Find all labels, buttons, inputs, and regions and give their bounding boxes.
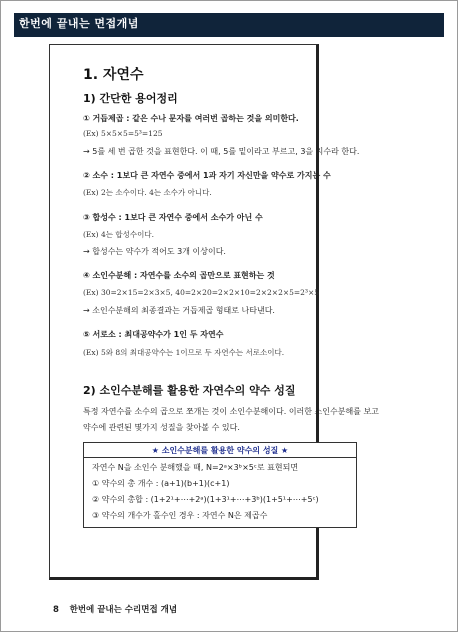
item-3-note: → 합성수는 약수가 적어도 3개 이상이다. (83, 247, 226, 256)
item-4-text: ④ 소인수분해 : 자연수를 소수의 곱만으로 표현하는 것 (83, 271, 275, 280)
subsection-2-title: 2) 소인수분해를 활용한 자연수의 약수 성질 (83, 384, 296, 397)
item-4-note: → 소인수분해의 최종결과는 거듭제곱 형태로 나타낸다. (83, 306, 275, 315)
item-3-definition (83, 212, 263, 223)
paragraph-line-1: 특정 자연수를 소수의 곱으로 쪼개는 것이 소인수분해이다. 이러한 소인수분해를 보고 (83, 407, 379, 416)
item-1-example: (Ex) 5×5×5=5³=125 (83, 129, 163, 138)
page-number: 8 (53, 605, 59, 615)
property-box-line-2: ① 약수의 총 개수 : (a+1)(b+1)(c+1) (92, 479, 230, 488)
paragraph-line-2: 약수에 관련된 몇가지 성질을 찾아볼 수 있다. (83, 423, 240, 432)
item-4-example: (Ex) 30=2×15=2×3×5, 40=2×20=2×2×10=2×2×2×5=2³×5 (83, 288, 320, 297)
property-box-title: ★ 소인수분해를 활용한 약수의 성질 ★ (151, 446, 289, 455)
item-4-definition (83, 270, 275, 281)
item-2-text: ② 소수 : 1보다 큰 자연수 중에서 1과 자기 자신만을 약수로 가지는 수 (83, 171, 331, 180)
page-footer (53, 603, 177, 615)
footer-title: 한번에 끝내는 수리면접 개념 (69, 605, 178, 615)
item-1-definition (83, 113, 299, 124)
item-1-note: → 5를 세 번 곱한 것을 표현한다. 이 때, 5를 밑이라고 부르고, 3을 지수라 한다. (83, 147, 360, 156)
item-2-definition (83, 170, 331, 181)
item-3-text: ③ 합성수 : 1보다 큰 자연수 중에서 소수가 아닌 수 (83, 213, 263, 222)
item-2-example: (Ex) 2는 소수이다. 4는 소수가 아니다. (83, 188, 212, 197)
item-5-text: ⑤ 서로소 : 최대공약수가 1인 두 자연수 (83, 330, 224, 339)
item-3-example: (Ex) 4는 합성수이다. (83, 230, 154, 239)
header-label: 한번에 끝내는 면접개념 (19, 17, 139, 30)
item-1-text: ① 거듭제곱 : 같은 수나 문자를 여러번 곱하는 것을 의미한다. (83, 114, 299, 123)
section-title: 1. 자연수 (83, 67, 144, 83)
item-5-example: (Ex) 5와 8의 최대공약수는 1이므로 두 자연수는 서로소이다. (83, 348, 285, 357)
property-box-line-4: ③ 약수의 개수가 홀수인 경우 : 자연수 N은 제곱수 (92, 511, 268, 520)
subsection-1-title: 1) 간단한 용어정리 (83, 92, 178, 105)
item-5-definition (83, 329, 223, 340)
property-box (83, 442, 357, 528)
property-box-line-1: 자연수 N을 소인수 분해했을 때, N=2ᵃ×3ᵇ×5ᶜ로 표현되면 (92, 463, 299, 472)
property-box-line-3: ② 약수의 총합 : (1+2¹+⋯+2ᵃ)(1+3¹+⋯+3ᵇ)(1+5¹+⋯+5ᶜ) (92, 495, 319, 504)
